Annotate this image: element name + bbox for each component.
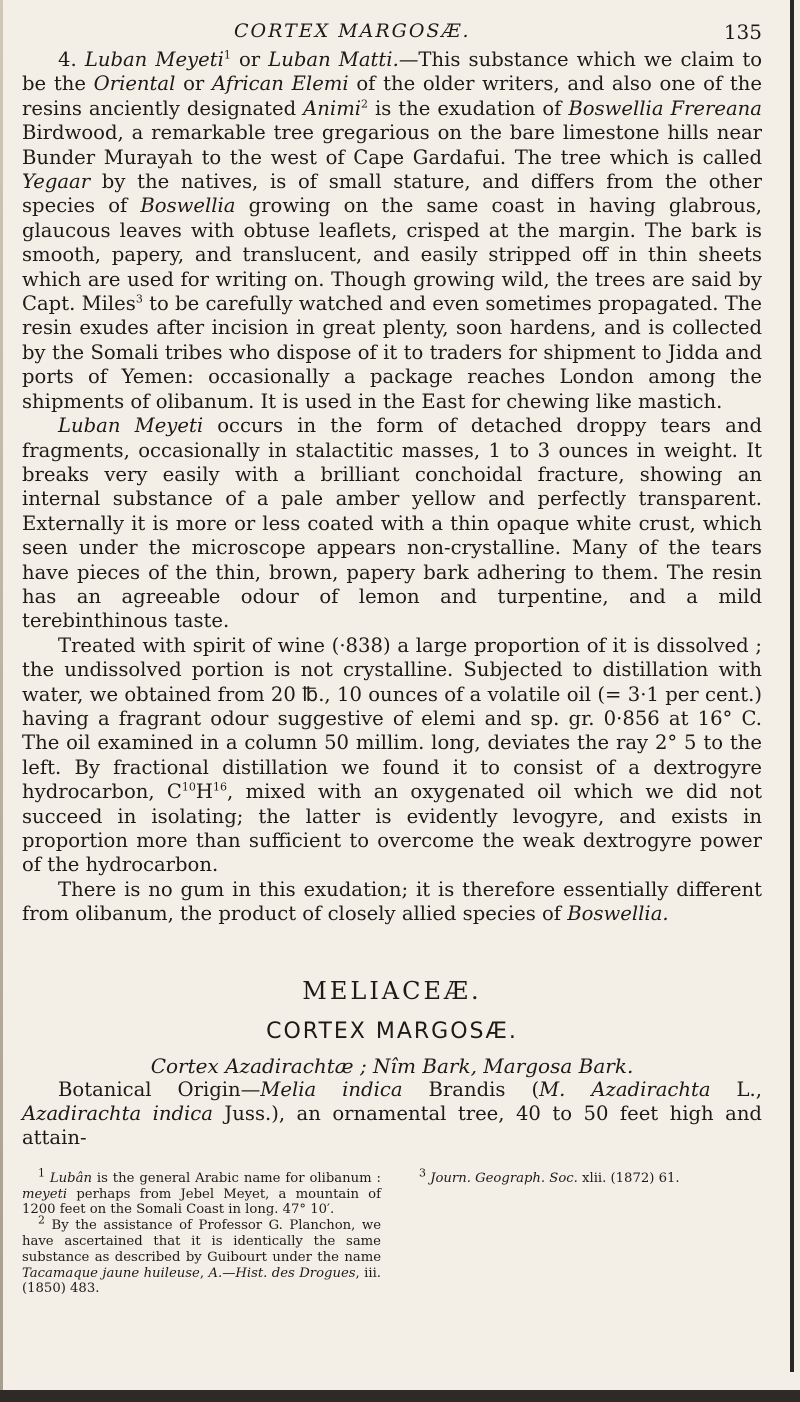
paragraph-no-gum: There is no gum in this exudation; it is therefore essentially different from olibanum, the product of closely allied species of Boswellia.	[22, 877, 762, 926]
running-title: CORTEX MARGOSÆ.	[234, 20, 471, 42]
bottom-page-edge	[0, 1390, 800, 1402]
family-heading: MELIACEÆ.	[302, 976, 482, 1005]
page-number: 135	[723, 20, 762, 44]
running-head	[22, 18, 762, 48]
footnotes	[22, 1166, 762, 1297]
left-page-edge	[0, 0, 3, 1402]
paragraph-chemistry: Treated with spirit of wine (·838) a large proportion of it is dissolved ; the undissolved portion is not crystalline. Subjected to distillation with water, we obtained from 20 ℔., 10 ounces of a volatile oil (= 3·1 per cent.) having a fragrant odour suggestive of elemi and sp. gr. 0·856 at 16° C. The oil examined in a column 50 millim. long, deviates the ray 2° 5 to the left. By fractional distillation we found it to consist of a dextrogyre hydrocarbon, $C^{10}H^{16}$, mixed with an oxygenated oil which we did not succeed in isolating; the latter is evidently levogyre, and exists in proportion more than sufficient to overcome the weak dextrogyre power of the hydrocarbon.	[22, 633, 762, 877]
section-subtitle: Cortex Azadirachtæ ; Nîm Bark, Margosa Bark.	[150, 1053, 634, 1078]
footnote-3: $^3$ Journ. Geograph. Soc. xlii. (1872) 61.	[419, 1166, 680, 1186]
page	[22, 18, 762, 1297]
footnote-ref-3: 3	[135, 292, 143, 306]
paragraph-luban-meyeti: 4. Luban Meyeti$^1$ or Luban Matti.—This substance which we claim to be the Oriental or African Elemi of the older writers, and also one of the resins anciently designated Animi$^2$ is the exudation of Boswellia Frereana Birdwood, a remarkable tree gregarious on the bare limestone hills near Bunder Murayah to the west of Cape Gardafui. The tree which is called Yegaar by the natives, is of small stature, and differs from the other species of Boswellia growing on the same coast in having glabrous, glaucous leaves with obtuse leaflets, crisped at the margin. The bark is smooth, papery, and translucent, and easily stripped off in thin sheets which are used for writing on. Though growing wild, the trees are said by Capt. Miles$^3$ to be carefully watched and even sometimes propagated. The resin exudes after incision in great plenty, soon hardens, and is collected by the Somali tribes who dispose of it to traders for shipment to Jidda and ports of Yemen: occasionally a package reaches London among the shipments of olibanum. It is used in the East for chewing like mastich.	[22, 48, 763, 413]
paragraph-botanical-origin: Botanical Origin—Melia indica Brandis (M. Azadirachta L., Azadirachta indica Juss.), an ornamental tree, 40 to 50 feet high and attain-	[22, 1077, 763, 1150]
paragraph-description: Luban Meyeti occurs in the form of detached droppy tears and fragments, occasionally in stalactitic masses, 1 to 3 ounces in weight. It breaks very easily with a brilliant conchoidal fracture, showing an internal substance of a pale amber yellow and perfectly transparent. Externally it is more or less coated with a thin opaque white crust, which seen under the microscope appears non-crystalline. Many of the tears have pieces of the thin, brown, papery bark adhering to them. The resin has an agreeable odour of lemon and turpentine, and a mild terebinthinous taste.	[22, 414, 762, 633]
botanical-origin-label: Botanical Origin	[58, 1077, 241, 1101]
section-title: CORTEX MARGOSÆ.	[266, 1018, 518, 1044]
footnote-2: $^2$ By the assistance of Professor G. Planchon, we have ascertained that it is identically the same substance as described by Guibourt under the name Tacamaque jaune huileuse, A.—Hist. des Drogues, iii. (1850) 483.	[22, 1213, 382, 1297]
right-binding-edge	[790, 0, 794, 1372]
footnote-1: $^1$ Lubân is the general Arabic name for olibanum : meyeti perhaps from Jebel Meyet, a mountain of 1200 feet on the Somali Coast in long. 47° 10′.	[22, 1166, 381, 1218]
term-luban-matti: Luban Matti.	[268, 48, 399, 71]
term-luban-meyeti: Luban Meyeti	[84, 48, 224, 71]
footnotes-right-column	[403, 1166, 762, 1297]
footnote-ref-1: 1	[223, 48, 231, 62]
footnote-ref-2: 2	[361, 97, 369, 111]
footnotes-left-column	[22, 1166, 382, 1297]
